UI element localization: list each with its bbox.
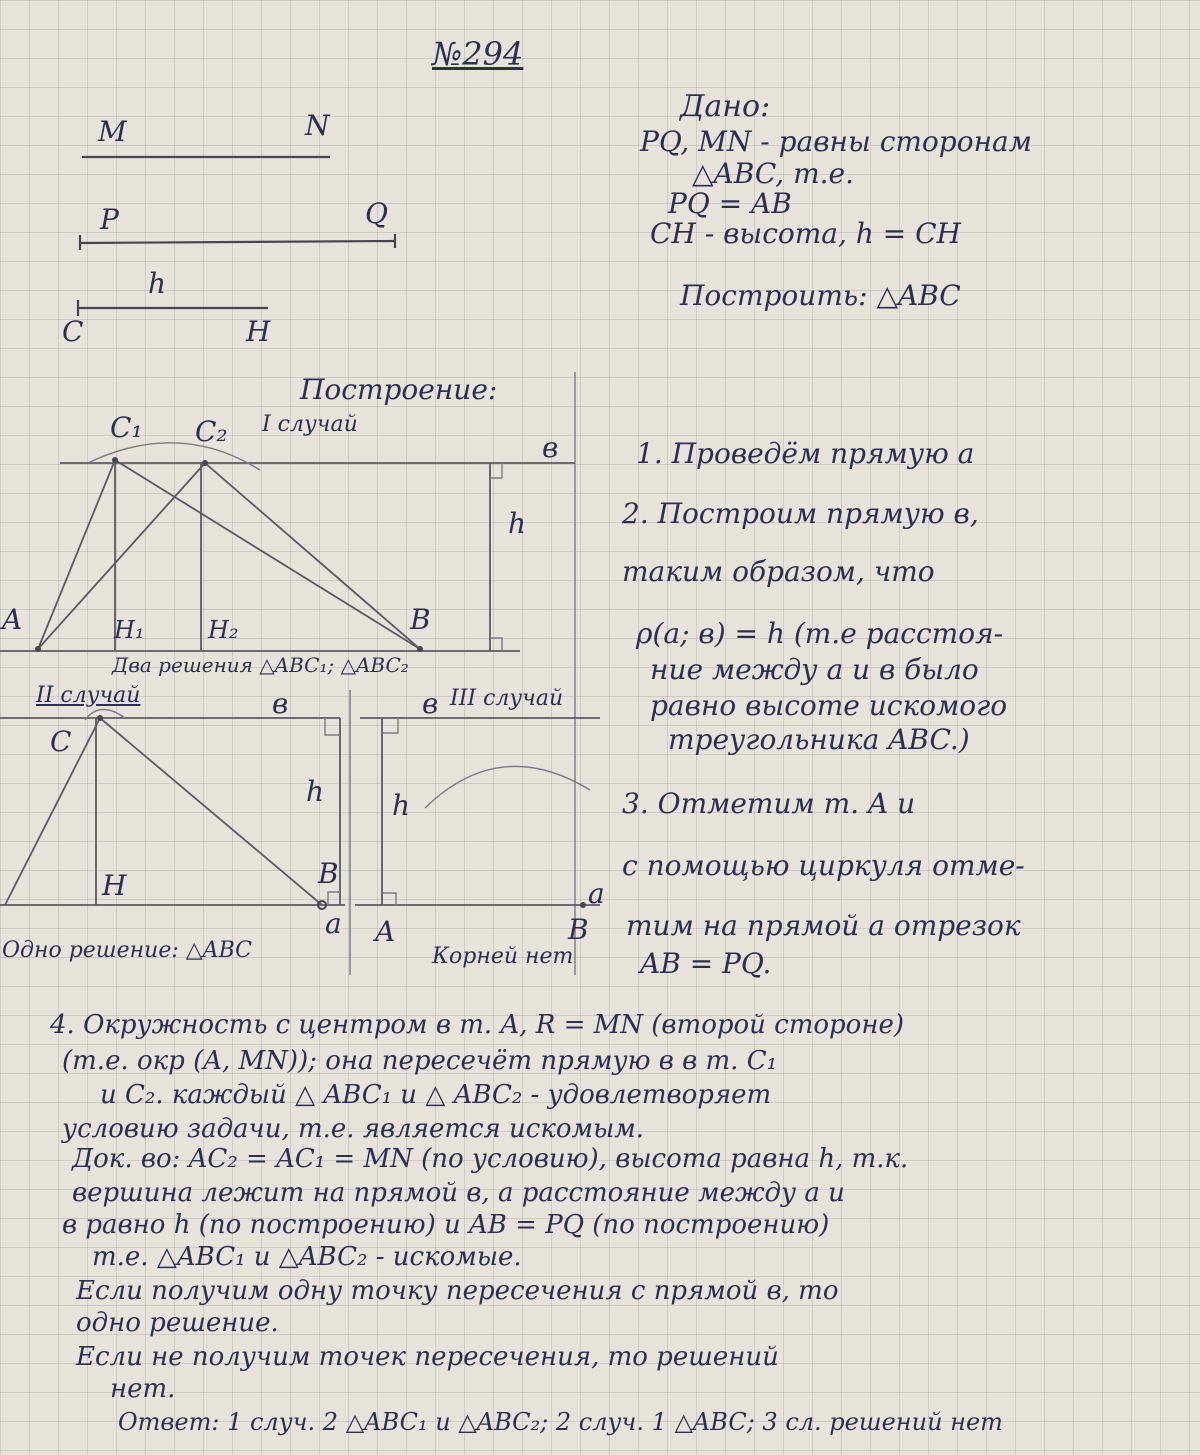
solution-line-11: Если не получим точек пересечения, то решений <box>76 1342 779 1372</box>
construction-heading: Построение: <box>300 373 498 406</box>
given-line1: PQ, MN - равны сторонам <box>640 125 1032 158</box>
step-2-line5: равно высоте искомого <box>650 689 1008 722</box>
label-h: h <box>148 267 167 300</box>
solution-line-9: Если получим одну точку пересечения с прямой в, то <box>76 1276 839 1306</box>
label-c1: C₁ <box>110 411 143 444</box>
label-h-case1: h <box>508 507 527 540</box>
label-b-line-case2: в <box>272 687 289 720</box>
side-a-c1 <box>38 460 115 649</box>
step-2-line2: таким образом, что <box>622 555 935 588</box>
label-a-case1: A <box>2 603 23 636</box>
label-b-case3: B <box>568 913 589 946</box>
label-b-line-case1: в <box>542 431 559 464</box>
step-2-line1: 2. Построим прямую в, <box>622 497 979 530</box>
step-1: 1. Проведём прямую а <box>636 437 975 470</box>
solution-line-3: и C₂. каждый △ ABC₁ и △ ABC₂ - удовлетворяет <box>100 1080 772 1110</box>
arc-case3 <box>425 766 590 808</box>
side-c1-b <box>115 460 420 649</box>
answer-line: Ответ: 1 случ. 2 △ABC₁ и △ABC₂; 2 случ. 1 △ABC; 3 сл. решений нет <box>118 1408 1003 1436</box>
label-m: M <box>98 115 127 148</box>
label-c2: C₂ <box>195 415 228 448</box>
case2-caption: Одно решение: △ABC <box>2 938 252 963</box>
solution-line-4: условию задачи, т.е. является искомым. <box>62 1114 645 1144</box>
problem-number: №294 <box>432 35 524 73</box>
case1-title: I случай <box>262 412 358 437</box>
label-b-case1: B <box>410 603 431 636</box>
solution-line-5: Док. во: AC₂ = AC₁ = MN (по условию), высота равна h, т.к. <box>72 1144 909 1174</box>
label-h2: H₂ <box>208 616 239 644</box>
label-a-line-case2: a <box>325 907 342 940</box>
label-a-line-case3: a <box>588 877 605 910</box>
solution-line-7: в равно h (по построению) и AB = PQ (по построению) <box>62 1210 830 1240</box>
side-c-b <box>100 718 325 905</box>
solution-line-1: 4. Окружность с центром в т. A, R = MN (второй стороне) <box>50 1010 904 1040</box>
given-task: Построить: △ABC <box>680 279 961 312</box>
label-c: C <box>62 315 84 348</box>
given-heading: Дано: <box>680 89 771 124</box>
solution-line-10: одно решение. <box>76 1308 279 1338</box>
case3-caption: Корней нет <box>432 944 574 969</box>
step-3-line1: 3. Отметим т. A и <box>622 787 916 820</box>
label-h1: H₁ <box>114 616 145 644</box>
step-2-line3: ρ(а; в) = h (т.е расстоя- <box>636 617 1004 650</box>
case1-caption: Два решения △ABC₁; △ABC₂ <box>112 653 409 677</box>
label-b-line-case3: в <box>422 687 439 720</box>
step-3-line4: AB = PQ. <box>640 947 772 980</box>
step-2-line6: треугольника ABC.) <box>668 723 970 756</box>
label-n: N <box>305 109 330 142</box>
label-h-case2: h <box>306 775 325 808</box>
case2-title: II случай <box>36 683 141 708</box>
given-line4: CH - высота, h = CH <box>650 217 961 250</box>
label-h-end: H <box>246 315 271 348</box>
label-p: P <box>100 203 119 236</box>
label-c-case2: C <box>50 725 72 758</box>
label-q: Q <box>365 197 388 230</box>
solution-line-2: (т.е. окр (A, MN)); она пересечёт прямую в в т. C₁ <box>62 1046 778 1076</box>
step-3-line3: тим на прямой а отрезок <box>626 909 1021 942</box>
label-h-foot-case2: H <box>102 869 127 902</box>
case3-title: III случай <box>450 686 564 711</box>
solution-line-6: вершина лежит на прямой в, а расстояние между а и <box>72 1178 845 1208</box>
given-line2: △ABC, т.е. <box>692 157 854 190</box>
solution-line-12: нет. <box>110 1374 176 1404</box>
step-2-line4: ние между а и в было <box>650 653 979 686</box>
segment-pq <box>80 241 395 243</box>
label-h-case3: h <box>392 789 411 822</box>
label-b-case2: B <box>318 857 339 890</box>
step-3-line2: с помощью циркуля отме- <box>622 849 1025 882</box>
given-line3: PQ = AB <box>668 187 792 220</box>
solution-line-8: т.е. △ABC₁ и △ABC₂ - искомые. <box>92 1242 522 1272</box>
label-a-case3: A <box>375 915 396 948</box>
